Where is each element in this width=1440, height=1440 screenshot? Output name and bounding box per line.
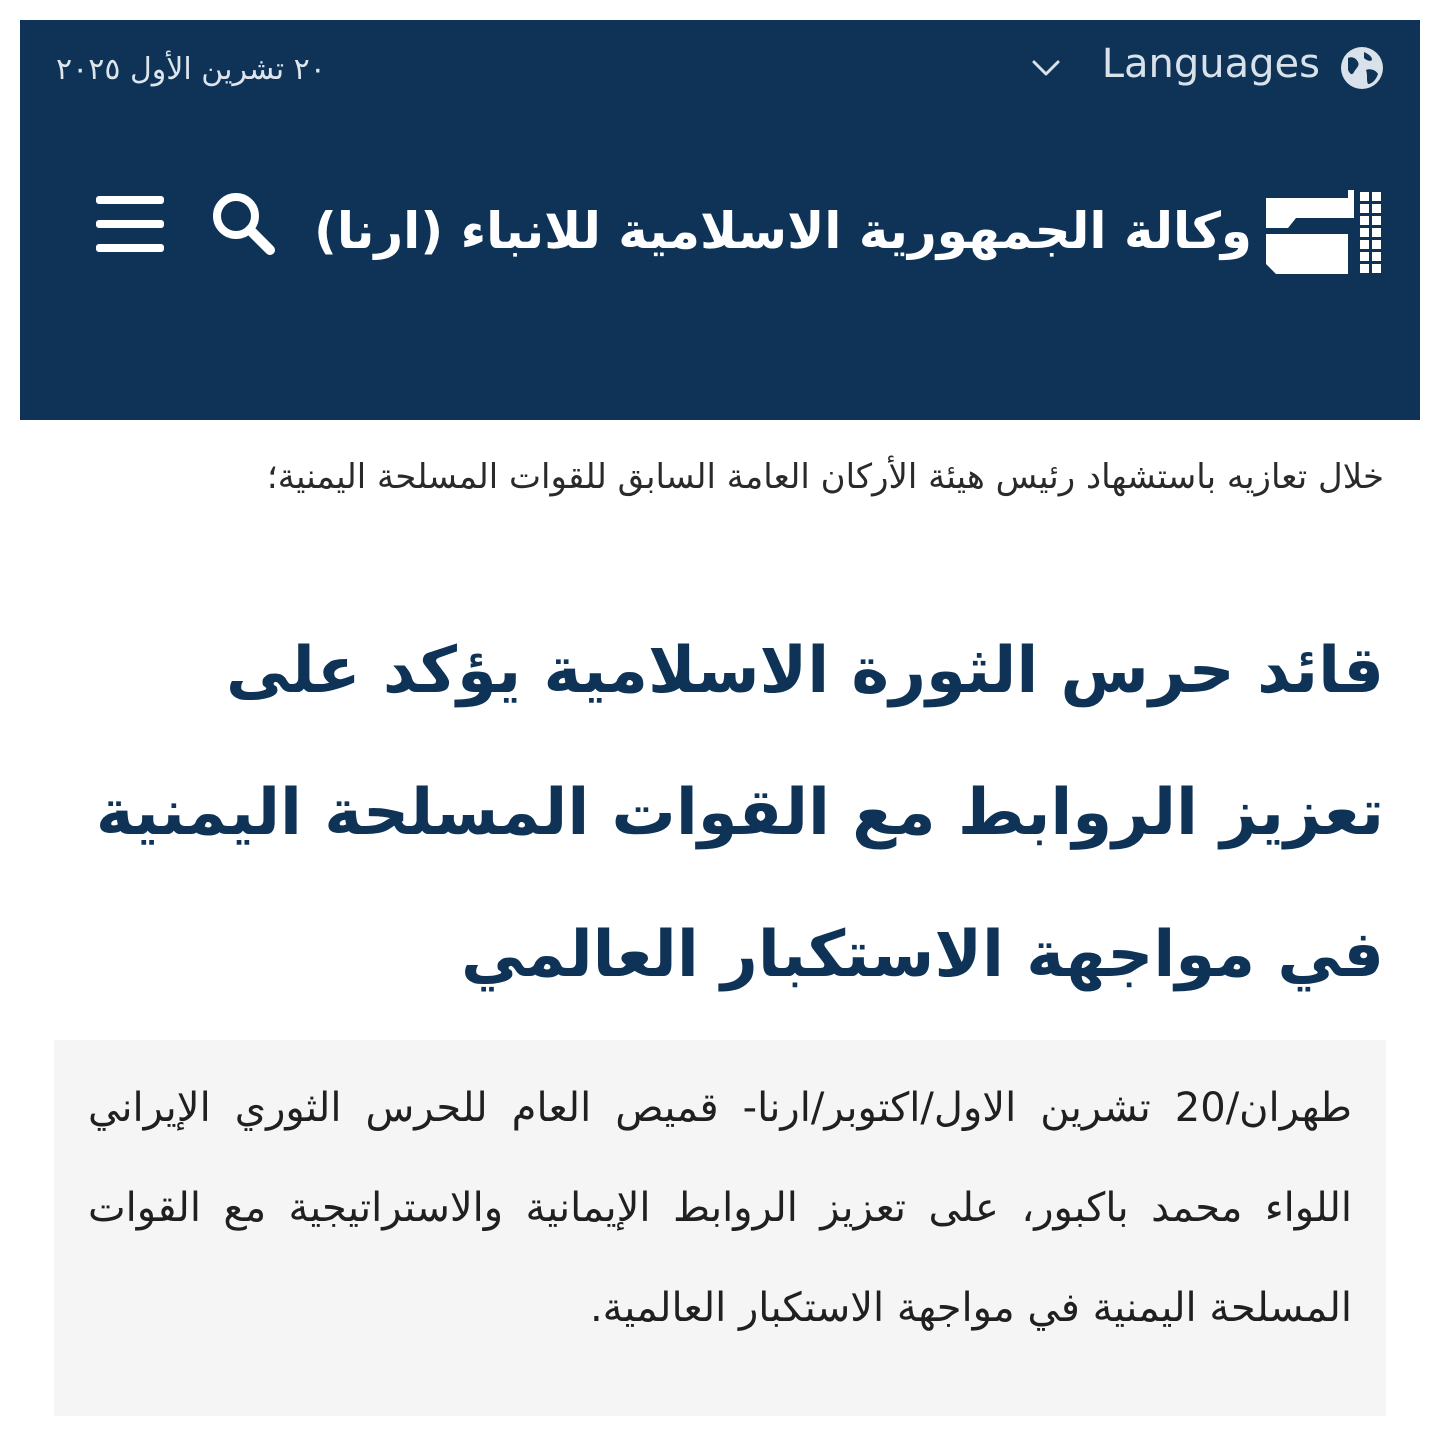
irna-logo[interactable] [1266, 188, 1384, 274]
article-kicker: خلال تعازيه باستشهاد رئيس هيئة الأركان العامة السابق للقوات المسلحة اليمنية؛ [266, 457, 1384, 497]
top-bar [20, 20, 1420, 120]
page-frame [20, 20, 1420, 1420]
article-headline: قائد حرس الثورة الاسلامية يؤكد على تعزيز الروابط مع القوات المسلحة اليمنية في مواجهة الاستكبار العالمي [95, 634, 1384, 992]
hamburger-menu-icon[interactable] [94, 192, 166, 256]
site-header [20, 20, 1420, 420]
article-lead: طهران/20 تشرين الاول/اكتوبر/ارنا- قميص العام للحرس الثوري الإيراني اللواء محمد باكبور، على تعزيز الروابط الإيمانية والاستراتيجية مع القوات المسلحة اليمنية في مواجهة الاستكبار العالمية. [88, 1085, 1352, 1331]
site-title[interactable]: وكالة الجمهورية الاسلامية للانباء (ارنا) [314, 202, 1252, 260]
globe-icon[interactable] [1338, 44, 1386, 92]
article-lead-box [54, 1040, 1386, 1416]
header-date: ٢٠ تشرين الأول ٢٠٢٥ [56, 52, 326, 87]
languages-label[interactable]: Languages [1101, 41, 1320, 87]
search-icon[interactable] [206, 186, 282, 262]
chevron-down-icon[interactable] [1028, 50, 1064, 86]
